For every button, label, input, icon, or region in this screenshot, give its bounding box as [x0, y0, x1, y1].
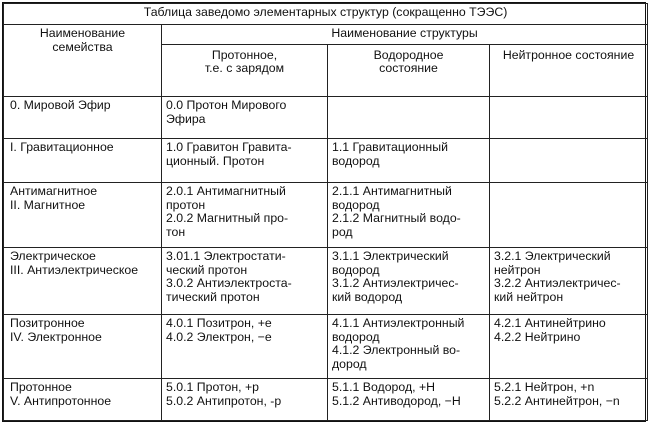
- hydrogen-cell-line: 5.1.1 Водород, +H: [332, 380, 436, 395]
- family-cell-line: Электрическое: [10, 249, 96, 264]
- proton-column-header: [162, 44, 328, 96]
- neutron-cell-line: 4.2.1 Антинейтрино: [494, 316, 606, 331]
- family-cell: [4, 379, 162, 421]
- table-row: [4, 97, 648, 139]
- proton-cell-line: 2.0.2 Магнитный про-: [166, 211, 289, 226]
- proton-cell: [162, 139, 328, 183]
- proton-cell-line: тон: [166, 224, 186, 239]
- hydrogen-cell-line: род: [332, 224, 353, 239]
- document-table-frame: [2, 2, 646, 422]
- family-column-header: [4, 24, 162, 96]
- proton-cell-line: 3.0.2 Антиэлектроста-: [166, 276, 292, 291]
- family-header-line: семейства: [52, 39, 113, 54]
- family-cell-line: IV. Электронное: [10, 329, 102, 344]
- proton-cell-line: 5.0.1 Протон, +p: [166, 380, 259, 395]
- neutron-cell: [490, 183, 648, 248]
- table-row: [4, 315, 648, 379]
- table-title: Таблица заведомо элементарных структур (сокращенно ТЭЭС): [4, 4, 648, 25]
- family-cell-line: Антимагнитное: [10, 184, 98, 199]
- neutron-cell-line: 3.2.1 Электрический: [494, 249, 611, 264]
- hydrogen-cell-line: 2.1.1 Антимагнитный: [332, 184, 452, 199]
- proton-cell-line: 5.0.2 Антипротон, -p: [166, 393, 282, 408]
- table-row: [4, 379, 648, 421]
- hydrogen-cell-line: 5.1.2 Антиводород, −H: [332, 393, 461, 408]
- hydrogen-cell-line: 4.1.1 Антиэлектронный: [332, 316, 465, 331]
- elementary-structures-table: [3, 3, 648, 421]
- family-cell: [4, 97, 162, 139]
- neutron-cell: [490, 379, 648, 421]
- neutron-cell-line: нейтрон: [494, 262, 541, 277]
- proton-cell-line: 0.0 Протон Мирового: [166, 98, 287, 113]
- neutron-cell: [490, 248, 648, 315]
- table-row: [4, 248, 648, 315]
- neutron-cell: [490, 139, 648, 183]
- proton-header-line: т.е. с зарядом: [204, 61, 285, 76]
- neutron-cell-line: кий нейтрон: [494, 289, 564, 304]
- family-cell: [4, 248, 162, 315]
- proton-cell-line: 2.0.1 Антимагнитный: [166, 184, 286, 199]
- family-cell-line: 0. Мировой Эфир: [10, 98, 111, 113]
- hydrogen-cell-line: кий водород: [332, 289, 403, 304]
- hydrogen-cell-line: водород: [332, 262, 380, 277]
- hydrogen-cell: [328, 183, 490, 248]
- hydrogen-cell: [328, 139, 490, 183]
- neutron-cell-line: 5.2.1 Нейтрон, +n: [494, 380, 595, 395]
- title-row: [4, 4, 648, 25]
- family-cell-line: Протонное: [10, 380, 72, 395]
- table-row: [4, 183, 648, 248]
- table-row: [4, 139, 648, 183]
- table-body: [4, 97, 648, 421]
- neutron-cell-line: 4.2.2 Нейтрино: [494, 329, 581, 344]
- hydrogen-cell-line: водород: [332, 329, 380, 344]
- neutron-cell-line: 3.2.2 Антиэлектричес-: [494, 276, 621, 291]
- proton-cell: [162, 97, 328, 139]
- family-cell: [4, 139, 162, 183]
- hydrogen-cell-line: 4.1.2 Электронный во-: [332, 343, 461, 358]
- family-cell-line: I. Гравитационное: [10, 140, 114, 155]
- neutron-column-header: [490, 44, 648, 96]
- hydrogen-cell-line: 3.1.1 Электрический: [332, 249, 449, 264]
- proton-cell: [162, 379, 328, 421]
- hydrogen-cell-line: 1.1 Гравитационный: [332, 140, 448, 155]
- hydrogen-column-header: [328, 44, 490, 96]
- proton-cell-line: тический протон: [166, 289, 260, 304]
- proton-cell-line: 1.0 Гравитон Гравита-: [166, 140, 292, 155]
- proton-cell-line: Эфира: [166, 111, 206, 126]
- hydrogen-cell: [328, 97, 490, 139]
- hydrogen-cell-line: 3.1.2 Антиэлектричес-: [332, 276, 459, 291]
- proton-cell-line: ческий протон: [166, 262, 248, 277]
- family-header-line: Наименование: [39, 25, 126, 40]
- family-cell-line: V. Антипротонное: [10, 393, 112, 408]
- proton-cell-line: протон: [166, 197, 206, 212]
- hydrogen-cell-line: 2.1.2 Магнитный водо-: [332, 211, 461, 226]
- hydrogen-cell: [328, 248, 490, 315]
- family-cell-line: III. Антиэлектрическое: [10, 262, 139, 277]
- neutron-cell-line: 5.2.2 Антинейтрон, −n: [494, 393, 620, 408]
- proton-cell: [162, 183, 328, 248]
- family-cell-line: II. Магнитное: [10, 197, 86, 212]
- hydrogen-header-line: состояние: [379, 61, 438, 76]
- proton-header-line: Протонное,: [211, 47, 278, 62]
- header-row: [4, 24, 648, 44]
- neutron-header-line: Нейтронное состояние: [502, 47, 635, 62]
- family-cell: [4, 183, 162, 248]
- neutron-cell: [490, 315, 648, 379]
- hydrogen-cell-line: водород: [332, 197, 380, 212]
- structure-group-header: Наименование структуры: [162, 24, 648, 44]
- proton-cell-line: ционный. Протон: [166, 153, 265, 168]
- hydrogen-header-line: Водородное: [373, 47, 444, 62]
- family-cell: [4, 315, 162, 379]
- proton-cell-line: 4.0.1 Позитрон, +e: [166, 316, 272, 331]
- hydrogen-cell-line: дород: [332, 356, 367, 371]
- neutron-cell: [490, 97, 648, 139]
- hydrogen-cell: [328, 379, 490, 421]
- family-cell-line: Позитронное: [10, 316, 85, 331]
- proton-cell: [162, 248, 328, 315]
- proton-cell-line: 4.0.2 Электрон, −e: [166, 329, 272, 344]
- hydrogen-cell: [328, 315, 490, 379]
- proton-cell-line: 3.01.1 Электростати-: [166, 249, 286, 264]
- hydrogen-cell-line: водород: [332, 153, 380, 168]
- proton-cell: [162, 315, 328, 379]
